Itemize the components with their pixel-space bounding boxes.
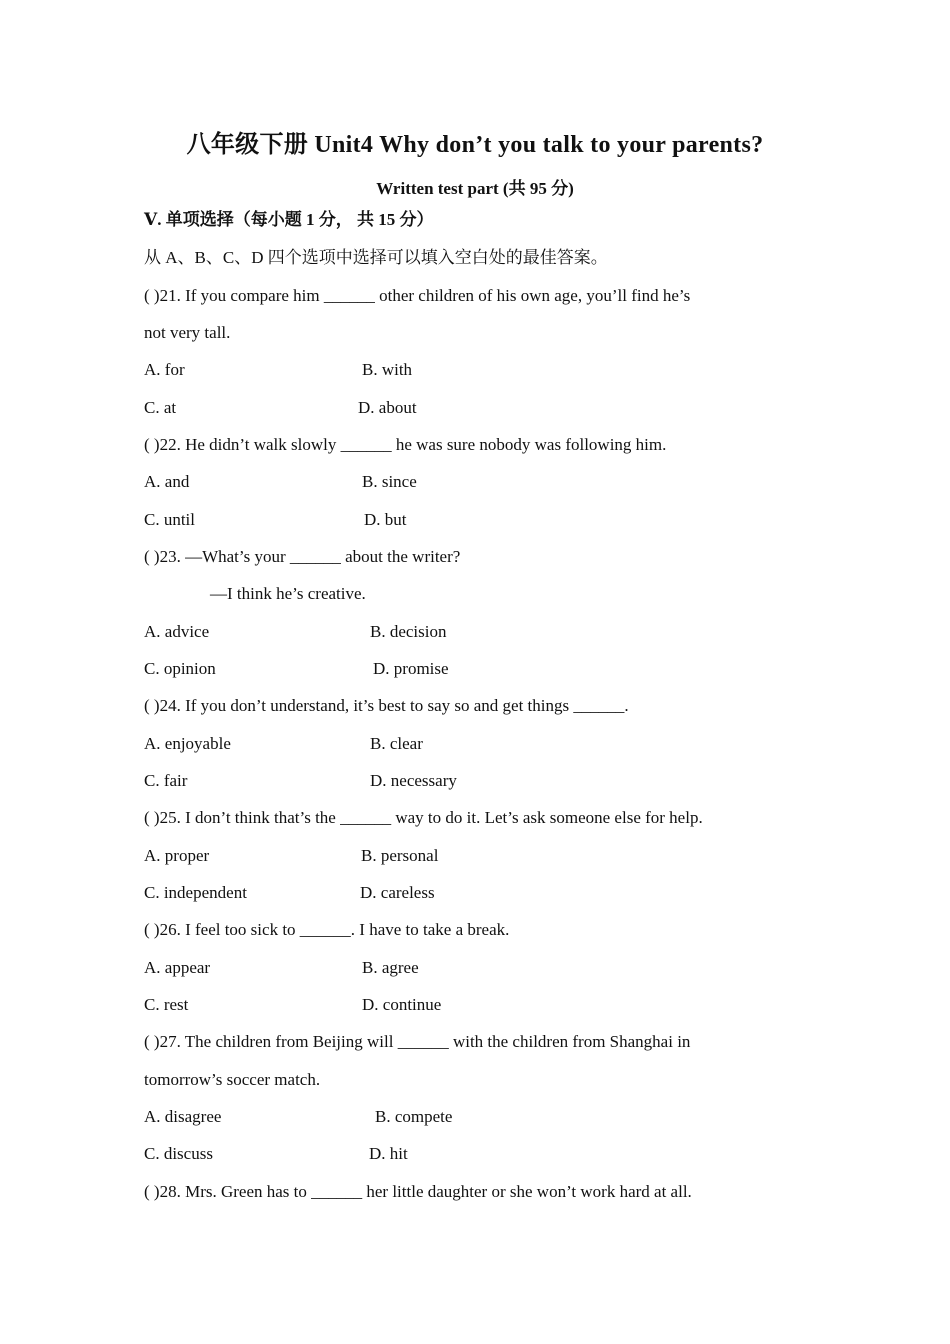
question-23-option-a: A. advice [144,622,210,641]
question-27-stem-cont: tomorrow’s soccer match. [144,1070,321,1089]
question-21-option-b: B. with [362,360,413,379]
question-24-option-b: B. clear [370,734,423,753]
question-22-stem: ( )22. He didn’t walk slowly ______ he was sure nobody was following him. [144,435,667,454]
question-23-option-c: C. opinion [144,659,216,678]
question-21-option-a: A. for [144,360,185,379]
question-24-option-a: A. enjoyable [144,734,231,753]
section-heading: Ⅴ. 单项选择（每小题 1 分， 共 15 分） [144,210,434,229]
question-26-option-d: D. continue [362,995,442,1014]
question-25-option-b: B. personal [361,846,439,865]
question-23-stem-cont: —I think he’s creative. [210,584,366,603]
question-24-option-d: D. necessary [370,771,457,790]
question-27-option-d: D. hit [369,1144,408,1163]
question-25-option-a: A. proper [144,846,210,865]
question-22-option-a: A. and [144,472,190,491]
question-21-stem: ( )21. If you compare him ______ other children of his own age, you’ll find he’s [144,286,691,305]
question-24-option-c: C. fair [144,771,188,790]
question-25-option-d: D. careless [360,883,435,902]
question-22-option-c: C. until [144,510,196,529]
page-subtitle: Written test part (共 95 分) [376,179,574,198]
question-22-option-b: B. since [362,472,417,491]
question-26-stem: ( )26. I feel too sick to ______. I have to take a break. [144,920,510,939]
page-title: 八年级下册 Unit4 Why don’t you talk to your parents? [186,132,764,158]
question-27-option-a: A. disagree [144,1107,222,1126]
question-26-option-c: C. rest [144,995,189,1014]
question-27-option-b: B. compete [375,1107,453,1126]
question-23-stem: ( )23. —What’s your ______ about the writer? [144,547,461,566]
question-28-stem: ( )28. Mrs. Green has to ______ her little daughter or she won’t work hard at all. [144,1182,692,1201]
question-21-option-c: C. at [144,398,177,417]
question-27-option-c: C. discuss [144,1144,213,1163]
question-25-stem: ( )25. I don’t think that’s the ______ way to do it. Let’s ask someone else for help. [144,808,703,827]
question-27-stem: ( )27. The children from Beijing will ______ with the children from Shanghai in [144,1032,691,1051]
question-26-option-b: B. agree [362,958,419,977]
question-21-stem-cont: not very tall. [144,323,231,342]
question-23-option-b: B. decision [370,622,447,641]
question-25-option-c: C. independent [144,883,247,902]
section-instruction: 从 A、B、C、D 四个选项中选择可以填入空白处的最佳答案。 [144,248,608,267]
question-26-option-a: A. appear [144,958,211,977]
question-23-option-d: D. promise [373,659,449,678]
question-24-stem: ( )24. If you don’t understand, it’s best to say so and get things ______. [144,696,629,715]
question-22-option-d: D. but [364,510,407,529]
question-21-option-d: D. about [358,398,417,417]
